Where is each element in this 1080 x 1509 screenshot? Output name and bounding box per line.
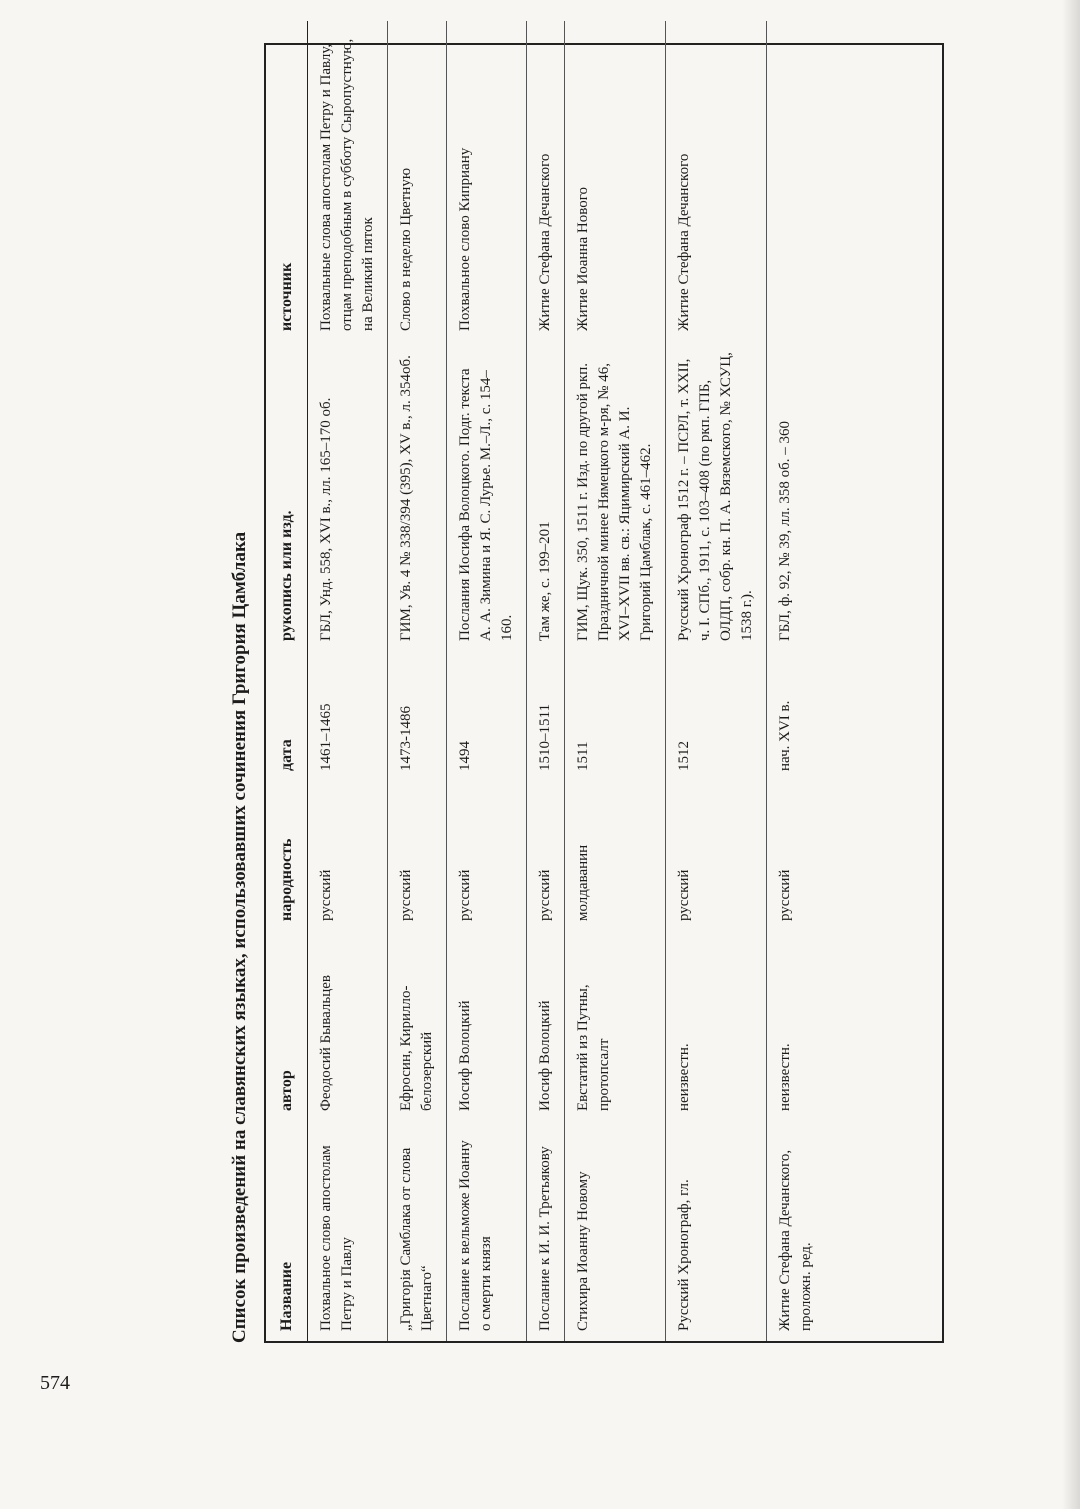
table-header-row bbox=[266, 21, 308, 1341]
cell-name: Послание к И. И. Третьякову bbox=[537, 1146, 553, 1331]
cell-source: Житие Стефана Дечанского bbox=[676, 153, 692, 331]
header-nationality: народность bbox=[266, 781, 308, 931]
table-title: Список произведений на славянских языках, использовавших сочинения Григория Цамблака bbox=[229, 531, 250, 1343]
table-row bbox=[767, 21, 826, 1341]
cell-manuscript: ГБЛ, Унд. 558, XVI в., лл. 165–170 об. bbox=[318, 397, 334, 641]
cell-name: Стихира Иоанну Новому bbox=[575, 1171, 591, 1331]
table-row bbox=[308, 21, 388, 1341]
table-row bbox=[527, 21, 565, 1341]
cell-date: 1494 bbox=[457, 741, 473, 771]
table-row bbox=[666, 21, 767, 1341]
cell-date: нач. XVI в. bbox=[777, 700, 793, 771]
works-table bbox=[266, 21, 825, 1341]
cell-date: 1511 bbox=[575, 741, 591, 771]
cell-author: Иосиф Волоцкий bbox=[457, 1000, 473, 1111]
cell-source: Похвальные слова апостолам Петру и Павлу, отцам преподобным в субботу Сыропустную, на Великий пяток bbox=[318, 38, 376, 331]
cell-nationality: русский bbox=[777, 869, 793, 921]
cell-author: неизвестн. bbox=[777, 1043, 793, 1111]
cell-nationality: русский bbox=[537, 869, 553, 921]
cell-source: Житие Стефана Дечанского bbox=[537, 153, 553, 331]
cell-author: Феодосий Бывальцев bbox=[318, 974, 334, 1111]
page-number: 574 bbox=[40, 1372, 70, 1394]
cell-author: Ефросин, Кирилло-белозерский bbox=[398, 985, 435, 1111]
cell-manuscript: ГБЛ, ф. 92, № 39, лл. 358 об. – 360 bbox=[777, 421, 793, 641]
table-row bbox=[565, 21, 666, 1341]
cell-manuscript: Послания Иосифа Волоцкого. Подг. текста А. А. Зимина и Я. С. Лурье. М.–Л., с. 154–160. bbox=[457, 368, 515, 641]
cell-manuscript: Там же, с. 199–201 bbox=[537, 521, 553, 641]
cell-name: Послание к вельможе Иоанну о смерти князя bbox=[457, 1140, 494, 1331]
cell-date: 1461–1465 bbox=[318, 703, 334, 771]
cell-nationality: русский bbox=[676, 869, 692, 921]
table-row bbox=[447, 21, 527, 1341]
cell-nationality: русский bbox=[457, 869, 473, 921]
header-author: автор bbox=[266, 931, 308, 1121]
rotated-page-content bbox=[224, 38, 984, 1367]
cell-date: 1510–1511 bbox=[537, 704, 553, 771]
cell-name: Житие Стефана Дечанского, проложн. ред. bbox=[777, 1149, 814, 1331]
cell-nationality: молдаванин bbox=[575, 844, 591, 921]
cell-date: 1473-1486 bbox=[398, 706, 414, 771]
cell-nationality: русский bbox=[398, 869, 414, 921]
cell-source: Слово в неделю Цветную bbox=[398, 167, 414, 331]
cell-source: Похвальное слово Киприану bbox=[457, 147, 473, 331]
cell-source: Житие Иоанна Нового bbox=[575, 186, 591, 331]
cell-name: Русский Хронограф, гл. bbox=[676, 1179, 692, 1331]
cell-nationality: русский bbox=[318, 869, 334, 921]
cell-author: Иосиф Волоцкий bbox=[537, 1000, 553, 1111]
cell-date: 1512 bbox=[676, 741, 692, 771]
scan-shadow bbox=[1062, 0, 1080, 1509]
header-date: дата bbox=[266, 651, 308, 781]
cell-author: Евстатий из Путны, протопсалт bbox=[575, 984, 612, 1111]
cell-manuscript: ГИМ, Щук. 350, 1511 г. Изд. по другой ркп. Праздничной минее Нямецкого м-ря, № 46, XVI–XVII вв. св.: Яцимирский А. И. Григорий Цамблак, с. 461–462. bbox=[575, 362, 654, 641]
cell-author: неизвестн. bbox=[676, 1043, 692, 1111]
cell-name: Похвальное слово апостолам Петру и Павлу bbox=[318, 1145, 355, 1331]
header-name: Название bbox=[266, 1121, 308, 1341]
cell-manuscript: Русский Хронограф 1512 г. – ПСРЛ, т. XXII, ч. I. СПб., 1911, с. 103–408 (по ркп. ГПБ, ОЛДП, собр. кн. П. А. Вяземского, № ХСУЦ, 1538 г.). bbox=[676, 352, 755, 641]
header-manuscript: рукопись или изд. bbox=[266, 341, 308, 651]
cell-manuscript: ГИМ, Ув. 4 № 338/394 (395), XV в., л. 354об. bbox=[398, 355, 414, 641]
table-row bbox=[388, 21, 447, 1341]
header-source: источник bbox=[266, 21, 308, 341]
cell-source bbox=[767, 21, 826, 341]
cell-name: „Григорія Самблака от слова Цветнаго“ bbox=[398, 1147, 435, 1331]
works-table-frame bbox=[264, 38, 944, 1343]
